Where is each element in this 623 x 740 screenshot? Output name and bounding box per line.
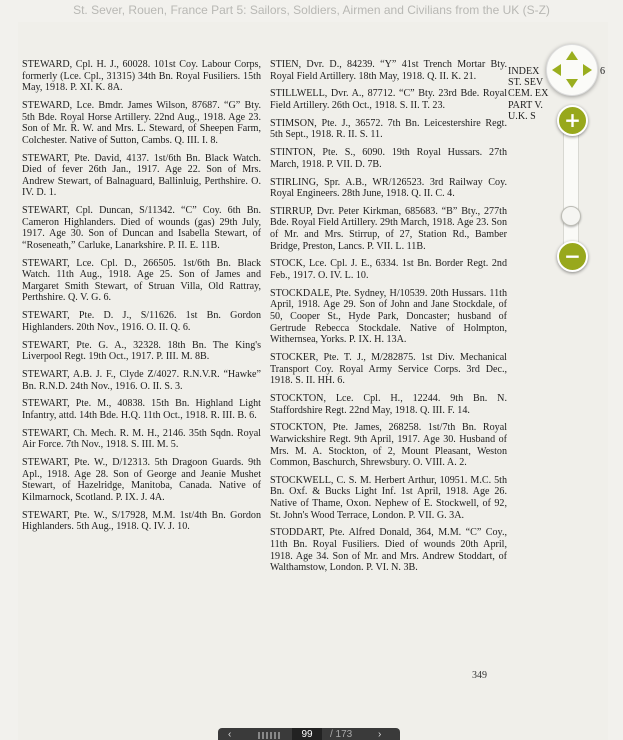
register-entry: STEWART, Pte. M., 40838. 15th Bn. Highland Light Infantry, attd. 14th Bde. H.Q. 11th Oct., 1918. R. III. B. 6. [22,398,261,421]
thumbnails-icon[interactable] [258,732,280,739]
left-column [22,59,261,539]
register-entry: STEWART, Pte. David, 4137. 1st/6th Bn. Black Watch. Died of fever 26th Jan., 1917. Age 22. Son of Mrs. Andrew Stewart, of Balnaguard, Ballinluig, Perthshire. O. IV. D. 1. [22,152,261,199]
zoom-slider-thumb[interactable] [561,206,581,226]
index-line: INDEX [508,66,540,77]
register-entry: STEWART, A.B. J. F., Clyde Z/4027. R.N.V.R. “Hawke” Bn. R.N.D. 24th Nov., 1916. O. II. S. 3. [22,368,261,392]
page-number: 349 [472,670,487,681]
page-input[interactable]: 99 [292,728,322,740]
register-entry: STOCKDALE, Pte. Sydney, H/10539. 20th Hussars. 11th April, 1918. Age 29. Son of John and Jane Stockdale, of 50, Cooper St., Hyde Park, Doncaster; husband of Gertrude Rebecca Stockdale. Native of Holmpton, Withernsea, Yorks. P. IX. H. 13A. [270,287,507,346]
index-line: ST. SEV [508,77,544,89]
register-entry: STEWARD, Cpl. H. J., 60028. 101st Coy. Labour Corps, formerly (Lce. Cpl., 31315) 34th Bn. Royal Fusiliers. 15th May, 1918. P. XI. K. 8A. [22,59,261,94]
right-column [270,59,507,580]
index-line: CEM. EX [508,88,549,100]
pan-left-icon[interactable] [552,64,561,76]
index-line: U.K. S [508,110,536,122]
register-entry: STOCKWELL, C. S. M. Herbert Arthur, 10951. M.C. 5th Bn. Oxf. & Bucks Light Inf. 1st April, 1918. Age 26. Native of Thame, Oxon. Nephew of E. Stockwell, of 92, St. John's Wood Terrace, London. P. VII. G. 3A. [270,474,507,521]
register-entry: STEWART, Pte. G. A., 32328. 18th Bn. The King's Liverpool Regt. 19th Oct., 1917. P. III. M. 8B. [22,339,261,363]
register-entry: STEWART, Pte. W., S/17928, M.M. 1st/4th Bn. Gordon Highlanders. 5th Aug., 1918. Q. IV. J. 10. [22,509,261,533]
register-entry: STILLWELL, Dvr. A., 87712. “C” Bty. 23rd Bde. Royal Field Artillery. 26th Oct., 1918. S. II. T. 23. [270,88,507,111]
index-line: PART V. [508,99,543,111]
pan-control[interactable] [546,44,598,96]
zoom-out-button[interactable]: − [557,241,588,272]
document-title: St. Sever, Rouen, France Part 5: Sailors, Soldiers, Airmen and Civilians from the UK (S-Z) [73,3,550,17]
register-entry: STOCKTON, Pte. James, 268258. 1st/7th Bn. Royal Warwickshire Regt. 9th April, 1917. Age 30. Husband of Mrs. M. A. Stockton, of 2, Mount Pleasant, Weston Common, Baschurch, Shrewsbury. O. VIII. A. 2. [270,422,507,469]
page-total: / 173 [330,729,353,740]
register-entry: STODDART, Pte. Alfred Donald, 364, M.M. “C” Coy., 11th Bn. Royal Fusiliers. Died of wounds 20th April, 1918. Age 34. Son of Mr. and Mrs. Andrew Stoddart, of Walthamstow, London. P. VI. N. 3B. [270,527,507,574]
next-page-button[interactable]: › [378,729,382,740]
zoom-slider-track[interactable] [563,118,579,260]
pan-up-icon[interactable] [566,51,578,60]
register-entry: STEWARD, Lce. Bmdr. James Wilson, 87687. “G” Bty. 5th Bde. Royal Horse Artillery. 22nd Aug., 1918. Age 23. Son of Mr. R. W. and Mrs. L. Steward, of Sheepen Farm, Colchester. Native of Sutton, Cambs. Q. III. I. 8. [22,99,261,146]
prev-page-button[interactable]: ‹ [228,729,232,740]
register-entry: STOCK, Lce. Cpl. J. E., 6334. 1st Bn. Border Regt. 2nd Feb., 1917. O. IV. L. 10. [270,258,507,282]
register-entry: STIRLING, Spr. A.B., WR/126523. 3rd Railway Coy. Royal Engineers. 28th June, 1918. Q. II. C. 4. [270,176,507,200]
page-toolbar [218,728,400,740]
zoom-in-button[interactable]: + [557,105,588,136]
register-entry: STEWART, Pte. W., D/12313. 5th Dragoon Guards. 9th Apl., 1918. Age 28. Son of George and Jeanie Mushet Stewart, of Hazelridge, Manitoba, Canada. Native of Kilmarnock, Scotland. P. IX. J. 4A. [22,457,261,503]
pan-right-icon[interactable] [583,64,592,76]
register-entry: STEWART, Lce. Cpl. D., 266505. 1st/6th Bn. Black Watch. 11th Aug., 1918. Age 25. Son of James and Margaret Smith Stewart, of Struan Villa, Old Rattray, Perthshire. Q. V. G. 6. [22,257,261,304]
register-entry: STEWART, Pte. D. J., S/11626. 1st Bn. Gordon Highlanders. 20th Nov., 1916. O. II. Q. 6. [22,310,261,333]
scanned-page [18,22,608,740]
register-entry: STEWART, Cpl. Duncan, S/11342. “C” Coy. 6th Bn. Cameron Highlanders. Died of wounds (gas) 29th July, 1917. Age 30. Son of Duncan and Isabella Stewart, of “Roseneath,” Carluke, Lanarkshire. P. II. E. 11B. [22,205,261,251]
register-entry: STIEN, Dvr. D., 84239. “Y” 41st Trench Mortar Bty. Royal Field Artillery. 18th May, 1918. Q. II. K. 21. [270,59,507,82]
pan-down-icon[interactable] [566,79,578,88]
index-suffix: 6 [600,66,606,77]
register-entry: STEWART, Ch. Mech. R. M. H., 2146. 35th Sqdn. Royal Air Force. 7th Nov., 1918. S. III. M. 5. [22,427,261,451]
register-entry: STIRRUP, Dvr. Peter Kirkman, 685683. “B” Bty., 277th Bde. Royal Field Artillery. 29th March, 1918. Age 23. Son of Mr. and Mrs. Stirrup, of 27, Station Rd., Bamber Bridge, Preston, Lancs. P. VII. L. 11B. [270,205,507,252]
register-entry: STIMSON, Pte. J., 36572. 7th Bn. Leicestershire Regt. 5th Sept., 1918. R. II. S. 11. [270,117,507,141]
register-entry: STOCKTON, Lce. Cpl. H., 12244. 9th Bn. N. Staffordshire Regt. 22nd May, 1918. Q. III. F. 14. [270,392,507,416]
register-entry: STINTON, Pte. S., 6090. 19th Royal Hussars. 27th March, 1918. P. VII. D. 7B. [270,147,507,170]
register-entry: STOCKER, Pte. T. J., M/282875. 1st Div. Mechanical Transport Coy. Royal Army Service Corps. 3rd Dec., 1918. S. II. HH. 6. [270,351,507,387]
